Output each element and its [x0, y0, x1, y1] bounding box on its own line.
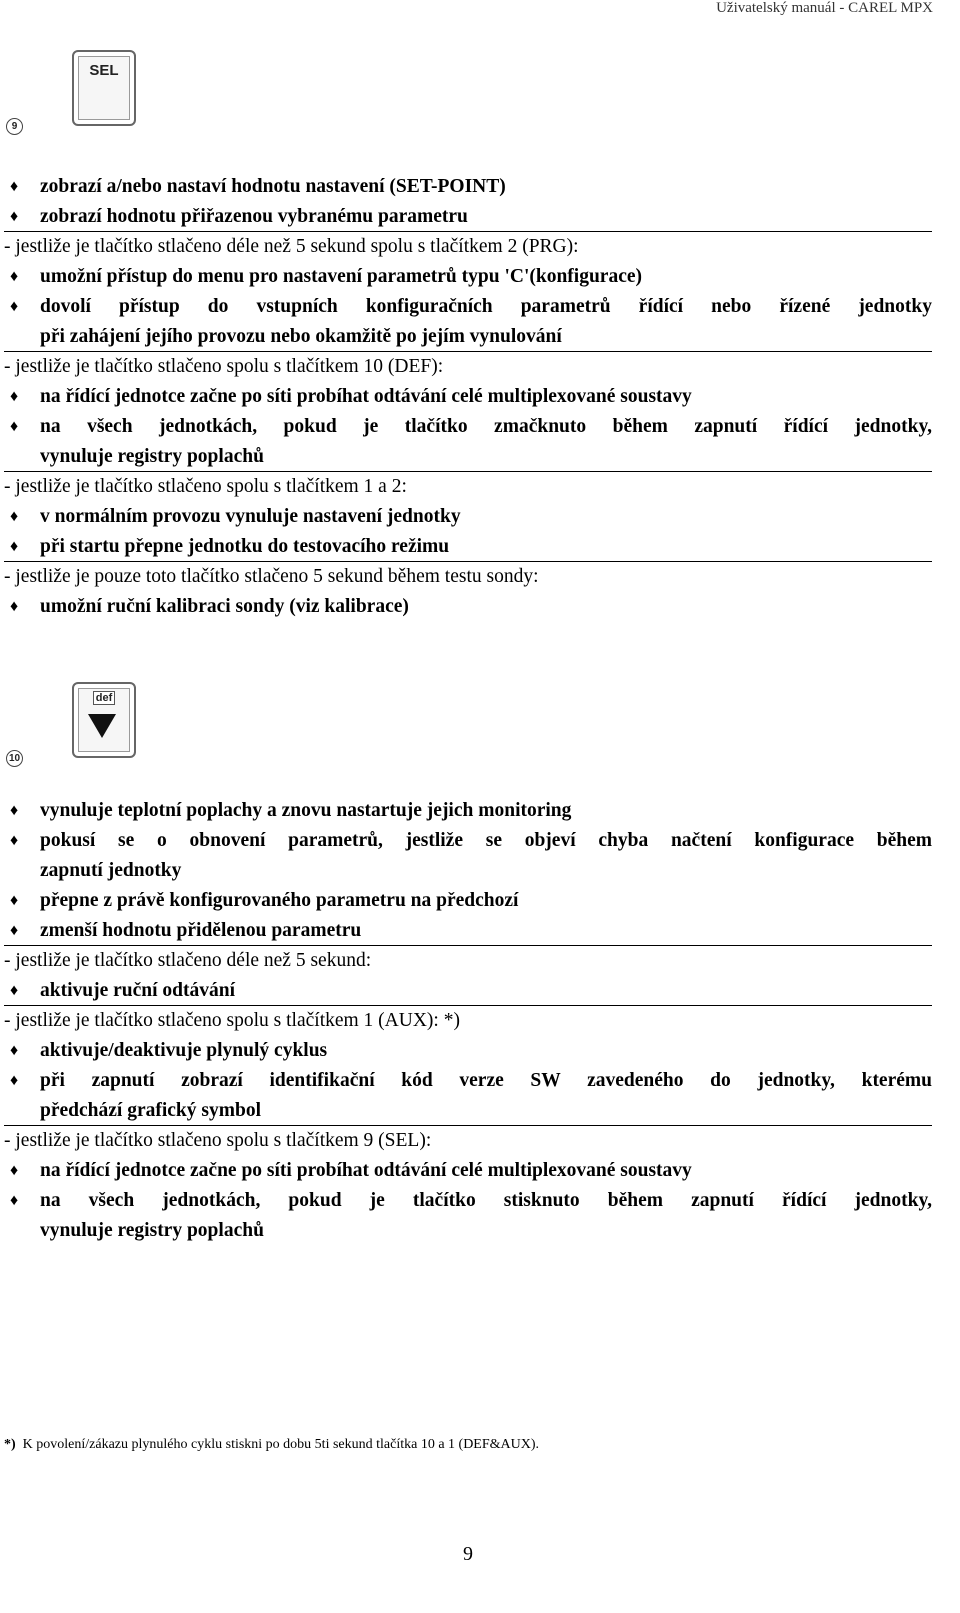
bullet-continuation	[4, 322, 932, 352]
diamond-bullet-icon: ♦	[10, 298, 19, 315]
bullet-item	[4, 1186, 932, 1216]
bullet-item	[4, 412, 932, 442]
bullet-text: v normálním provozu vynuluje nastavení jednotky	[40, 506, 461, 527]
bullet-text: umožní ruční kalibraci sondy (viz kalibrace)	[40, 596, 409, 617]
condition-text: - jestliže je tlačítko stlačeno spolu s tlačítkem 10 (DEF):	[4, 356, 444, 377]
condition-line	[4, 1126, 932, 1156]
def-key-number: 10	[6, 750, 23, 767]
diamond-bullet-icon: ♦	[10, 598, 19, 615]
condition-line	[4, 1006, 932, 1036]
bullet-item	[4, 1036, 932, 1066]
bullet-text: přepne z právě konfigurovaného parametru na předchozí	[40, 890, 519, 911]
def-key-description	[4, 796, 932, 1246]
sel-key-block	[0, 48, 200, 138]
condition-line	[4, 232, 932, 262]
bullet-item	[4, 502, 932, 532]
diamond-bullet-icon: ♦	[10, 508, 19, 525]
bullet-continuation	[4, 442, 932, 472]
footnote	[4, 1437, 539, 1453]
bullet-item	[4, 202, 932, 232]
bullet-text: při startu přepne jednotku do testovacího režimu	[40, 536, 450, 557]
condition-text: - jestliže je tlačítko stlačeno déle než 5 sekund:	[4, 950, 372, 971]
bullet-text: vynuluje registry poplachů	[40, 446, 264, 467]
diamond-bullet-icon: ♦	[10, 1162, 19, 1179]
bullet-item	[4, 262, 932, 292]
bullet-item	[4, 1156, 932, 1186]
condition-line	[4, 352, 932, 382]
bullet-text: předchází grafický symbol	[40, 1100, 261, 1121]
bullet-text: zmenší hodnotu přidělenou parametru	[40, 920, 362, 941]
sel-key-label: SEL	[89, 62, 119, 79]
def-key-label: def	[93, 691, 116, 705]
condition-text: - jestliže je tlačítko stlačeno spolu s tlačítkem 1 a 2:	[4, 476, 407, 497]
sel-key-number: 9	[6, 118, 23, 135]
diamond-bullet-icon: ♦	[10, 1192, 19, 1209]
bullet-item	[4, 532, 932, 562]
diamond-bullet-icon: ♦	[10, 268, 19, 285]
bullet-text: vynuluje teplotní poplachy a znovu nastartuje jejich monitoring	[40, 800, 572, 821]
sel-key-description	[4, 172, 932, 622]
diamond-bullet-icon: ♦	[10, 922, 19, 939]
diamond-bullet-icon: ♦	[10, 208, 19, 225]
def-key-block	[0, 680, 200, 770]
diamond-bullet-icon: ♦	[10, 832, 19, 849]
footnote-text: K povolení/zákazu plynulého cyklu stiskni po dobu 5ti sekund tlačítka 10 a 1 (DEF&AUX).	[22, 1437, 540, 1452]
bullet-text: dovolí přístup do vstupních konfiguračních parametrů řídící nebo řízené jednotky	[40, 296, 932, 317]
bullet-text: při zapnutí zobrazí identifikační kód verze SW zavedeného do jednotky, kterému	[40, 1070, 932, 1091]
bullet-continuation	[4, 856, 932, 886]
diamond-bullet-icon: ♦	[10, 982, 19, 999]
sel-key-icon	[72, 50, 136, 126]
page-number: 9	[463, 1543, 473, 1565]
bullet-text: zobrazí hodnotu přiřazenou vybranému parametru	[40, 206, 468, 227]
bullet-text: na řídící jednotce začne po síti probíhat odtávání celé multiplexované soustavy	[40, 386, 692, 407]
bullet-text: vynuluje registry poplachů	[40, 1220, 264, 1241]
bullet-text: aktivuje/deaktivuje plynulý cyklus	[40, 1040, 328, 1061]
diamond-bullet-icon: ♦	[10, 1072, 19, 1089]
condition-text: - jestliže je tlačítko stlačeno déle než 5 sekund spolu s tlačítkem 2 (PRG):	[4, 236, 579, 257]
document-header: Uživatelský manuál - CAREL MPX	[716, 0, 933, 16]
bullet-item	[4, 916, 932, 946]
bullet-item	[4, 382, 932, 412]
condition-text: - jestliže je tlačítko stlačeno spolu s tlačítkem 1 (AUX): *)	[4, 1010, 460, 1031]
diamond-bullet-icon: ♦	[10, 418, 19, 435]
bullet-text: při zahájení jejího provozu nebo okamžitě po jejím vynulování	[40, 326, 562, 347]
def-key-icon	[72, 682, 136, 758]
bullet-text: zobrazí a/nebo nastaví hodnotu nastavení (SET-POINT)	[40, 176, 506, 197]
bullet-text: zapnutí jednotky	[40, 860, 182, 881]
bullet-item	[4, 976, 932, 1006]
bullet-continuation	[4, 1096, 932, 1126]
bullet-text: na řídící jednotce začne po síti probíhat odtávání celé multiplexované soustavy	[40, 1160, 692, 1181]
bullet-text: aktivuje ruční odtávání	[40, 980, 236, 1001]
diamond-bullet-icon: ♦	[10, 178, 19, 195]
condition-text: - jestliže je pouze toto tlačítko stlačeno 5 sekund během testu sondy:	[4, 566, 539, 587]
diamond-bullet-icon: ♦	[10, 1042, 19, 1059]
condition-text: - jestliže je tlačítko stlačeno spolu s tlačítkem 9 (SEL):	[4, 1130, 432, 1151]
diamond-bullet-icon: ♦	[10, 388, 19, 405]
diamond-bullet-icon: ♦	[10, 802, 19, 819]
bullet-text: pokusí se o obnovení parametrů, jestliže se objeví chyba načtení konfigurace během	[40, 830, 932, 851]
diamond-bullet-icon: ♦	[10, 538, 19, 555]
condition-line	[4, 946, 932, 976]
bullet-item	[4, 796, 932, 826]
bullet-text: umožní přístup do menu pro nastavení parametrů typu 'C'(konfigurace)	[40, 266, 643, 287]
bullet-item	[4, 172, 932, 202]
bullet-item	[4, 1066, 932, 1096]
down-arrow-icon	[88, 714, 116, 738]
bullet-continuation	[4, 1216, 932, 1246]
condition-line	[4, 562, 932, 592]
bullet-text: na všech jednotkách, pokud je tlačítko zmačknuto během zapnutí řídící jednotky,	[40, 416, 932, 437]
diamond-bullet-icon: ♦	[10, 892, 19, 909]
bullet-item	[4, 292, 932, 322]
bullet-item	[4, 592, 932, 622]
bullet-item	[4, 826, 932, 856]
bullet-item	[4, 886, 932, 916]
footnote-mark: *)	[4, 1437, 16, 1452]
condition-line	[4, 472, 932, 502]
bullet-text: na všech jednotkách, pokud je tlačítko stisknuto během zapnutí řídící jednotky,	[40, 1190, 932, 1211]
